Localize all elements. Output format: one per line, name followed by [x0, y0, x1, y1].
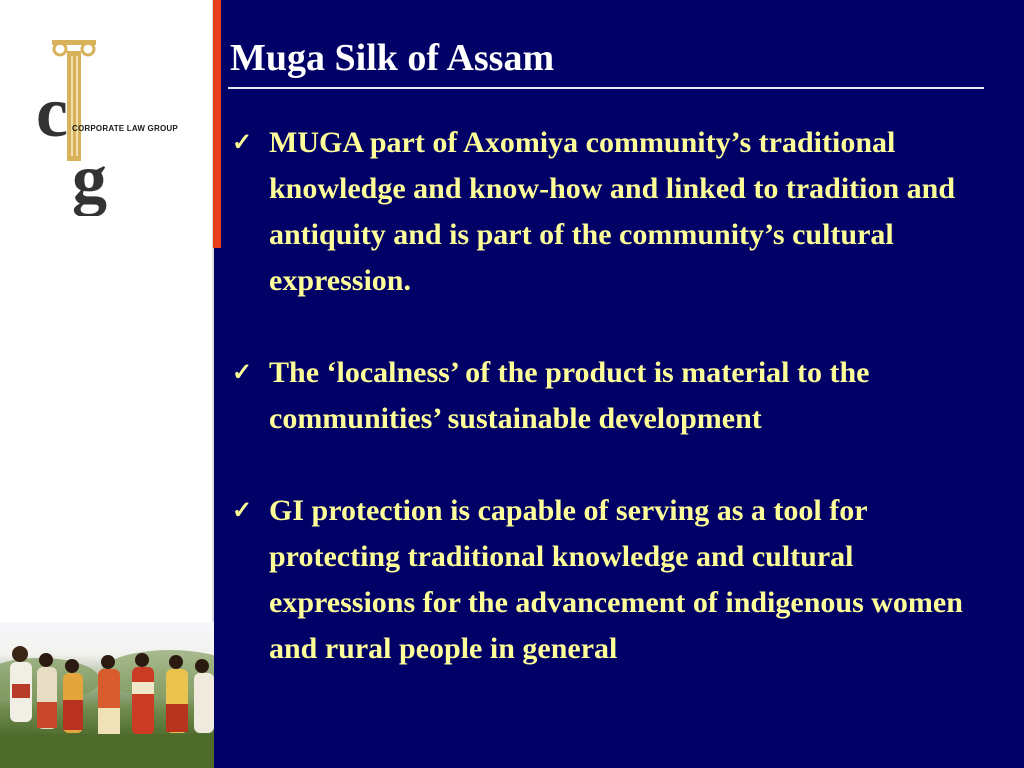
- left-panel: [0, 0, 214, 768]
- bullet-text: MUGA part of Axomiya community’s traditional knowledge and know-how and linked to tradition and antiquity and is part of the community’s cultural expression.: [269, 126, 956, 297]
- bullet-list: [232, 120, 1002, 718]
- bullet-item: [232, 120, 1002, 304]
- checkmark-icon: ✓: [232, 130, 253, 156]
- checkmark-icon: ✓: [232, 360, 253, 386]
- title-divider: [228, 87, 984, 89]
- bullet-item: [232, 488, 1002, 672]
- bullet-text: The ‘localness’ of the product is material to the communities’ sustainable development: [269, 356, 870, 435]
- logo-letter-g: g: [72, 141, 107, 216]
- bullet-item: [232, 350, 1002, 442]
- logo-tagline: CORPORATE LAW GROUP: [72, 124, 178, 133]
- dancers-photo: [0, 622, 214, 768]
- accent-bar: [213, 0, 221, 248]
- checkmark-icon: ✓: [232, 498, 253, 524]
- bullet-text: GI protection is capable of serving as a tool for protecting traditional knowledge and cultural expressions for the advancement of indigenous women and rural people in general: [269, 494, 963, 665]
- logo-letter-c: c: [36, 72, 68, 152]
- slide-title: Muga Silk of Assam: [230, 37, 555, 79]
